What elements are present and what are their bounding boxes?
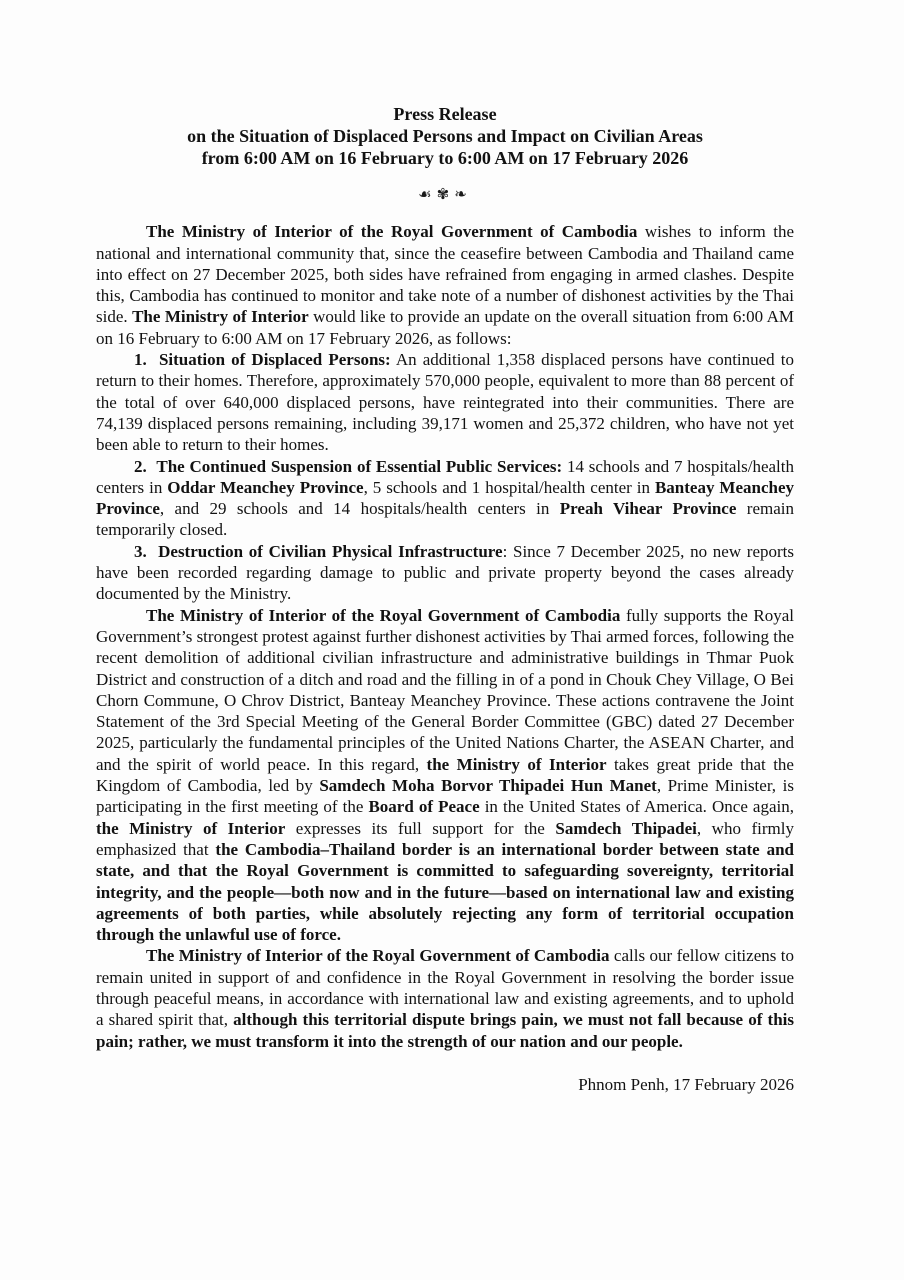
paragraph [96,221,794,349]
text-segment: , and 29 schools and 14 hospitals/health centers in [159,499,560,519]
document-title-line-3: from 6:00 AM on 16 February to 6:00 AM on 17 February 2026 [201,148,689,168]
text-segment: calls our fellow citizens to remain united in support of and confidence in the Royal Government in resolving the border issue through peaceful means, in accordance with international law and existing agreements, and to uphold a shared spirit that, [96,946,794,1030]
text-segment: the Ministry of Interior [96,818,286,838]
text-segment: wishes to inform the national and international community that, since the ceasefire between Cambodia and Thailand came into effect on 27 December 2025, both sides have refrained from engaging in armed clashes. Despite this, Cambodia has continued to monitor and take note of a number of dishonest activities by the Thai side. [96,222,794,327]
text-segment: 14 schools and 7 hospitals/health centers in [96,456,794,497]
text-segment: the Cambodia–Thailand border is an international border between state and state, and that the Royal Government is committed to safeguarding sovereignty, territorial integrity, and the people—both now and in the future—based on international law and existing agreements of both parties, while absolutely rejecting any form of territorial occupation through the unlawful use of force. [96,839,794,945]
text-segment: Board of Peace [368,797,480,817]
text-segment: remain temporarily closed. [96,499,794,540]
text-segment: , 5 schools and 1 hospital/health center in [363,477,655,497]
text-segment: Preah Vihear Province [559,499,737,519]
title-block [96,103,794,169]
text-segment: expresses its full support for the [285,818,556,838]
text-segment: although this territorial dispute brings pain, we must not fall because of this pain; rather, we must transform it into the strength of our nation and our people. [96,1010,794,1051]
document-title-line-2: on the Situation of Displaced Persons and Impact on Civilian Areas [187,126,703,146]
text-segment: 3. Destruction of Civilian Physical Infrastructure [134,541,503,561]
text-segment: takes great pride that the Kingdom of Cambodia, led by [96,754,794,796]
text-segment: The Ministry of Interior of the Royal Government of Cambodia [146,222,638,242]
text-segment: Oddar Meanchey Province [167,477,364,497]
paragraph [96,605,794,946]
text-segment: would like to provide an update on the overall situation from 6:00 AM on 16 February to 6:00 AM on 17 February 2026, as follows: [96,307,794,348]
document-title-line-1: Press Release [393,104,497,124]
paragraph [96,456,794,541]
text-segment: the Ministry of Interior [426,754,607,774]
text-segment: fully supports the Royal Government’s strongest protest against further dishonest activities by Thai armed forces, following the recent demolition of additional civilian infrastructure and administrative buildings in Thmar Puok District and construction of a ditch and road and the filling in of a pond in Chouk Chey Village, O Bei Chorn Commune, O Chrov District, Banteay Meanchey Province. These actions contravene the Joint Statement of the 3rd Special Meeting of the General Border Committee (GBC) dated 27 December 2025, particularly the fundamental principles of the United Nations Charter, the ASEAN Charter, and and the spirit of world peace. In this regard, [96,605,794,774]
text-segment: An additional 1,358 displaced persons have continued to return to their homes. Therefore, approximately 570,000 people, equivalent to more than 88 percent of the total of over 640,000 displaced persons, have reintegrated into their communities. There are 74,139 displaced persons remaining, including 39,171 women and 25,372 children, who have not yet been able to return to their homes. [96,350,794,455]
text-segment: , Prime Minister, is participating in the first meeting of the [96,776,795,817]
paragraph [96,945,794,1051]
text-segment: Banteay Meanchey Province [96,477,795,519]
text-segment: in the United States of America. Once again, [479,797,794,817]
text-segment: The Ministry of Interior of the Royal Government of Cambodia [146,946,610,966]
text-segment: The Ministry of Interior of the Royal Government of Cambodia [146,605,621,625]
text-segment: 1. Situation of Displaced Persons: [134,350,391,370]
text-segment: : Since 7 December 2025, no new reports have been recorded regarding damage to public and private property beyond the cases already documented by the Ministry. [96,541,794,604]
paragraph [96,541,794,605]
text-segment: Samdech Thipadei [555,818,697,838]
text-segment: The Ministry of Interior [132,307,309,327]
text-segment: 2. The Continued Suspension of Essential Public Services: [134,456,563,476]
dateline: Phnom Penh, 17 February 2026 [578,1074,794,1094]
document-body [96,221,794,1052]
text-segment: , who firmly emphasized that [96,818,794,859]
text-segment: Samdech Moha Borvor Thipadei Hun Manet [319,776,657,796]
ornament-divider-icon: ☙✾❧ [418,185,472,203]
paragraph [96,349,794,455]
